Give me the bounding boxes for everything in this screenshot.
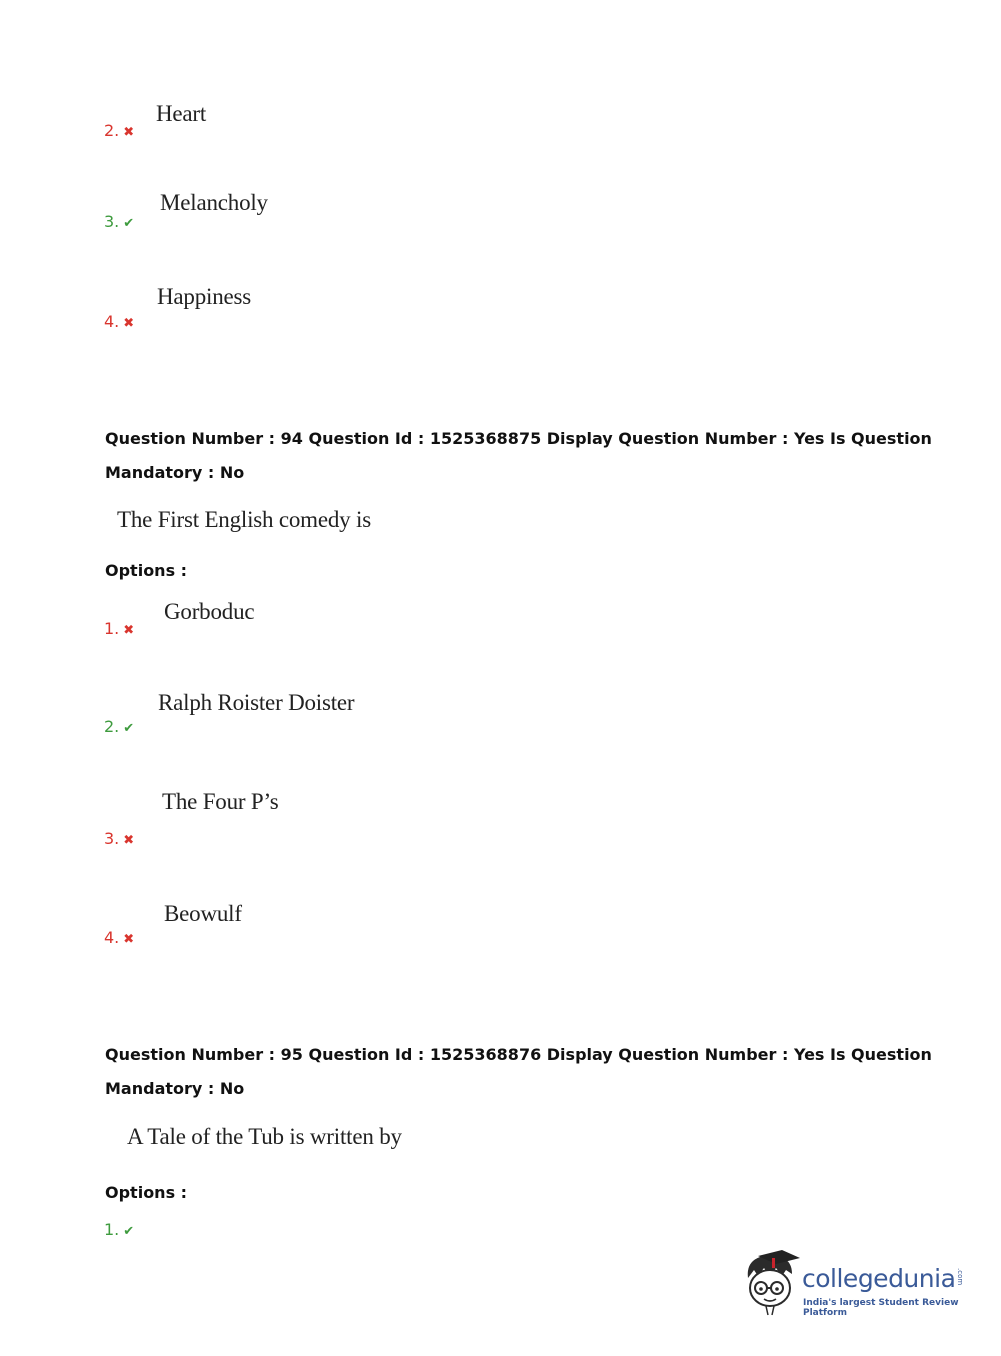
question-header: Question Number : 95 Question Id : 1525368876 Display Question Number : Yes Is Question <box>105 1045 932 1064</box>
check-icon: ✔ <box>123 721 135 736</box>
options-label: Options : <box>105 1183 188 1202</box>
wrong-icon: ✖ <box>123 932 135 947</box>
wrong-icon: ✖ <box>123 316 135 331</box>
wrong-icon: ✖ <box>123 833 135 848</box>
question-header-mandatory: Mandatory : No <box>105 1079 245 1098</box>
option-text: Beowulf <box>164 901 242 926</box>
brand-suffix: .com <box>956 1268 964 1286</box>
option-number-correct <box>104 717 134 736</box>
option-number-correct <box>104 1220 134 1239</box>
options-label: Options : <box>105 561 188 580</box>
option-index: 1. <box>104 1220 120 1239</box>
option-number-wrong <box>104 619 134 638</box>
option-index: 2. <box>104 717 120 736</box>
option-number-wrong <box>104 829 134 848</box>
option-number-correct <box>104 212 134 231</box>
option-index: 2. <box>104 121 120 140</box>
collegedunia-logo <box>742 1248 972 1318</box>
option-index: 3. <box>104 829 120 848</box>
brand-name: collegedunia <box>802 1264 956 1293</box>
question-text: A Tale of the Tub is written by <box>127 1124 402 1149</box>
mascot-icon <box>742 1248 802 1318</box>
option-text: Happiness <box>157 284 252 309</box>
option-text: Gorboduc <box>164 599 255 624</box>
check-icon: ✔ <box>123 1224 135 1239</box>
option-number-wrong <box>104 312 134 331</box>
option-index: 3. <box>104 212 120 231</box>
question-text: The First English comedy is <box>117 507 371 532</box>
check-icon: ✔ <box>123 216 135 231</box>
option-text: The Four P’s <box>162 789 279 814</box>
question-header-mandatory: Mandatory : No <box>105 463 245 482</box>
option-index: 4. <box>104 928 120 947</box>
wrong-icon: ✖ <box>123 623 135 638</box>
brand-tagline: India's largest Student Review Platform <box>803 1298 959 1318</box>
option-text: Heart <box>156 101 207 126</box>
option-text: Ralph Roister Doister <box>158 690 355 715</box>
wrong-icon: ✖ <box>123 125 135 140</box>
question-header: Question Number : 94 Question Id : 1525368875 Display Question Number : Yes Is Question <box>105 429 932 448</box>
option-index: 1. <box>104 619 120 638</box>
option-text: Melancholy <box>160 190 268 215</box>
option-number-wrong <box>104 928 134 947</box>
option-number-wrong <box>104 121 134 140</box>
option-index: 4. <box>104 312 120 331</box>
